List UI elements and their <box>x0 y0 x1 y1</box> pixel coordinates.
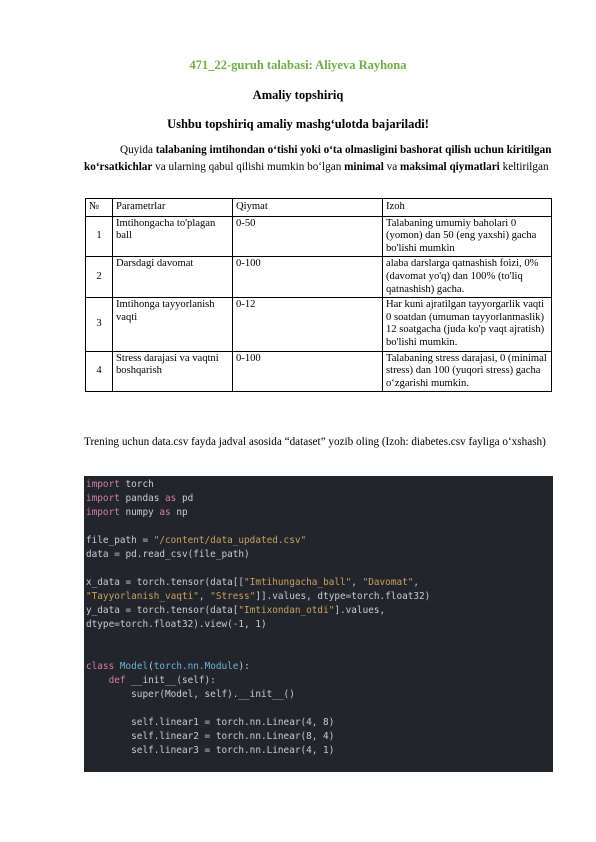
row-parameter: Darsdagi davomat <box>113 257 233 298</box>
code-line: self.linear1 = torch.nn.Linear(4, 8) <box>86 717 335 728</box>
row-number: 2 <box>86 257 113 298</box>
code-line: y_data = torch.tensor(data["Imtixondan_otdi"].values, <box>86 605 386 616</box>
table-header-row <box>86 199 552 217</box>
table-row <box>86 257 552 298</box>
parameters-table <box>85 198 552 392</box>
code-line: self.linear3 = torch.nn.Linear(4, 1) <box>86 745 335 756</box>
assignment-heading: Ushbu topshiriq amaliy mashg‘ulotda bajariladi! <box>167 117 429 131</box>
code-line <box>84 520 553 534</box>
intro-text-2: va ularning qabul qilishi mumkin bo‘lgan <box>152 161 345 173</box>
code-line <box>84 562 553 576</box>
student-title: 471_22-guruh talabasi: Aliyeva Rayhona <box>189 58 407 72</box>
header-number: № <box>86 199 113 217</box>
code-line: import torch <box>86 479 154 490</box>
row-value: 0-100 <box>233 257 383 298</box>
code-line: class Model(torch.nn.Module): <box>86 661 250 672</box>
code-line: data = pd.read_csv(file_path) <box>86 549 250 560</box>
code-line: import numpy as np <box>86 507 188 518</box>
table-row <box>86 298 552 351</box>
intro-text-1: Quyida <box>120 144 156 156</box>
intro-bold-3: maksimal qiymatlari <box>400 161 500 173</box>
intro-text-4: keltirilgan <box>499 161 549 173</box>
row-value: 0-12 <box>233 298 383 351</box>
code-line: def __init__(self): <box>108 675 216 686</box>
row-note: alaba darslarga qatnashish foizi, 0% (davomat yo'q) dan 100% (to'liq qatnashish) gacha. <box>383 257 552 298</box>
code-line: dtype=torch.float32).view(-1, 1) <box>86 619 267 630</box>
code-line: "Tayyorlanish_vaqti", "Stress"]].values, dtype=torch.float32) <box>86 591 431 602</box>
row-note: Talabaning stress darajasi, 0 (minimal stress) dan 100 (yuqori stress) gacha o‘zgarishi mumkin. <box>383 351 552 392</box>
row-value: 0-50 <box>233 216 383 257</box>
row-note: Har kuni ajratilgan tayyorgarlik vaqti 0 soatdan (umuman tayyorlanmaslik) 12 soatgacha (juda ko'p vaqt ajratish) bo'lishi mumkin. <box>383 298 552 351</box>
intro-bold-1: talabaning imtihondan o‘tishi yoki o‘ta olmasligini bashorat qilish uchun kiritilgan ko‘rsatkichlar <box>84 144 552 173</box>
row-number: 3 <box>86 298 113 351</box>
dataset-instruction: Trening uchun data.csv fayda jadval asosida “dataset” yozib oling (Izoh: diabetes.csv fayliga o‘xshash) <box>84 436 546 448</box>
intro-paragraph <box>84 142 554 176</box>
row-number: 4 <box>86 351 113 392</box>
code-line: x_data = torch.tensor(data[["Imtihungacha_ball", "Davomat", <box>86 577 420 588</box>
header-value: Qiymat <box>233 199 383 217</box>
code-line: file_path = "/content/data_updated.csv" <box>86 535 307 546</box>
code-line: self.linear2 = torch.nn.Linear(8, 4) <box>86 731 335 742</box>
row-number: 1 <box>86 216 113 257</box>
code-line <box>84 632 553 646</box>
assignment-subtitle: Amaliy topshiriq <box>252 88 344 102</box>
code-line <box>84 646 553 660</box>
row-value: 0-100 <box>233 351 383 392</box>
row-parameter: Imtihongacha to'plagan ball <box>113 216 233 257</box>
table-row <box>86 216 552 257</box>
intro-text-3: va <box>383 161 401 173</box>
code-block <box>84 476 553 772</box>
header-note: Izoh <box>383 199 552 217</box>
row-note: Talabaning umumiy baholari 0 (yomon) dan 50 (eng yaxshi) gacha bo'lishi mumkin <box>383 216 552 257</box>
header-parameters: Parametrlar <box>113 199 233 217</box>
table-row <box>86 351 552 392</box>
row-parameter: Stress darajasi va vaqtni boshqarish <box>113 351 233 392</box>
row-parameter: Imtihonga tayyorlanish vaqti <box>113 298 233 351</box>
intro-bold-2: minimal <box>344 161 384 173</box>
code-line: super(Model, self).__init__() <box>86 689 295 700</box>
code-line: import pandas as pd <box>86 493 194 504</box>
code-line <box>84 702 553 716</box>
